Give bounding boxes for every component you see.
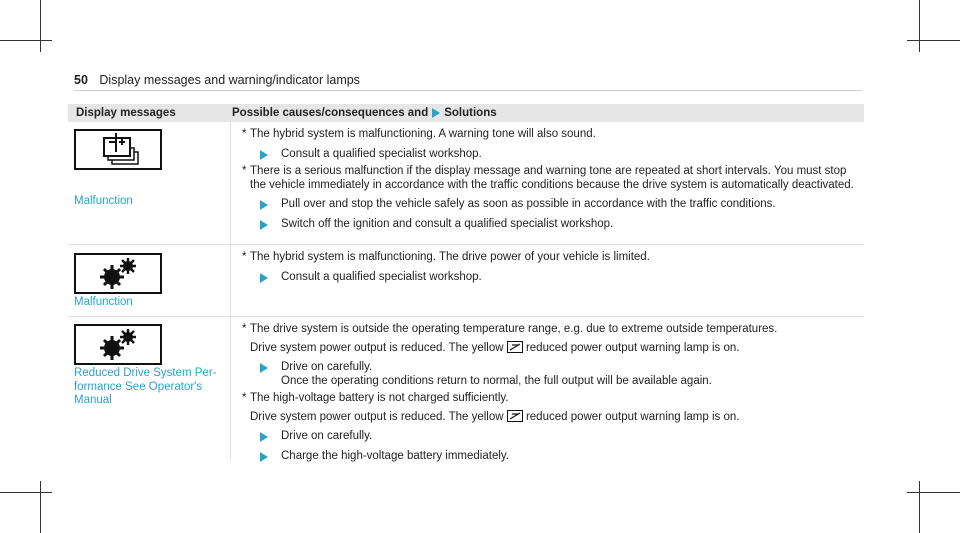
triangle-right-icon	[260, 150, 268, 160]
page-header	[74, 73, 360, 87]
triangle-right-icon	[260, 432, 268, 442]
causes-cell	[230, 245, 864, 294]
triangle-right-icon	[260, 363, 268, 373]
page-title: Display messages and warning/indicator lamps	[99, 73, 360, 87]
solution-item: Pull over and stop the vehicle safely as soon as possible in accordance with the traffic conditions.	[230, 198, 864, 212]
cause-item: * There is a serious malfunction if the display message and warning tone are repeated at short intervals. You must stop the vehicle immediately in accordance with the traffic conditions because the drive system is automatically deactivated.	[242, 165, 854, 191]
causes-cell	[230, 317, 864, 473]
reduced-power-lamp-icon	[507, 341, 523, 353]
crop-mark	[40, 481, 41, 533]
crop-mark	[40, 0, 41, 52]
display-message-text: Malfunction	[74, 195, 133, 207]
crop-mark	[0, 40, 52, 41]
triangle-right-icon	[260, 220, 268, 230]
cause-item: * The drive system is outside the operating temperature range, e.g. due to extreme outside temperatures.	[242, 323, 778, 335]
triangle-right-icon	[260, 452, 268, 462]
solution-item: Switch off the ignition and consult a qualified specialist workshop.	[230, 218, 864, 232]
messages-table	[68, 104, 864, 462]
cause-item: * The hybrid system is malfunctioning. A warning tone will also sound.	[242, 128, 596, 140]
triangle-right-icon	[432, 108, 440, 118]
cause-item: * The high-voltage battery is not charged sufficiently.	[242, 392, 509, 404]
column-header-display-messages: Display messages	[76, 107, 176, 119]
crop-mark	[907, 492, 960, 493]
cause-detail: Drive system power output is reduced. The yellow reduced power output warning lamp is on.	[250, 341, 740, 354]
display-message-cell	[68, 245, 231, 316]
table-row	[68, 122, 864, 245]
table-row	[68, 245, 864, 317]
cause-item: * The hybrid system is malfunctioning. The drive power of your vehicle is limited.	[242, 251, 650, 263]
battery-warning-icon	[74, 129, 162, 170]
solution-item: Drive on carefully. Once the operating conditions return to normal, the full output will be available again.	[230, 361, 864, 388]
display-message-cell	[68, 317, 231, 459]
triangle-right-icon	[260, 273, 268, 283]
solution-item: Charge the high-voltage battery immediately.	[230, 450, 864, 464]
display-message-text: Reduced Drive System Per- formance See Operator's Manual	[74, 367, 217, 406]
crop-mark	[907, 40, 960, 41]
table-header	[68, 104, 864, 122]
triangle-right-icon	[260, 200, 268, 210]
cause-detail: Drive system power output is reduced. The yellow reduced power output warning lamp is on.	[250, 410, 740, 423]
crop-mark	[0, 492, 52, 493]
solution-item: Drive on carefully.	[230, 430, 864, 444]
crop-mark	[919, 481, 920, 533]
crop-mark	[919, 0, 920, 52]
page-number: 50	[74, 73, 88, 87]
drive-system-gears-icon	[74, 253, 162, 294]
solution-item: Consult a qualified specialist workshop.	[230, 148, 864, 162]
display-message-text: Malfunction	[74, 296, 133, 308]
solution-item: Consult a qualified specialist workshop.	[230, 271, 864, 285]
column-header-causes: Possible causes/consequences and Solutions	[232, 107, 497, 119]
reduced-power-lamp-icon	[507, 410, 523, 422]
table-row	[68, 317, 864, 462]
header-divider	[74, 90, 862, 91]
display-message-cell	[68, 122, 231, 244]
drive-system-gears-icon	[74, 324, 162, 365]
causes-cell	[230, 122, 864, 241]
